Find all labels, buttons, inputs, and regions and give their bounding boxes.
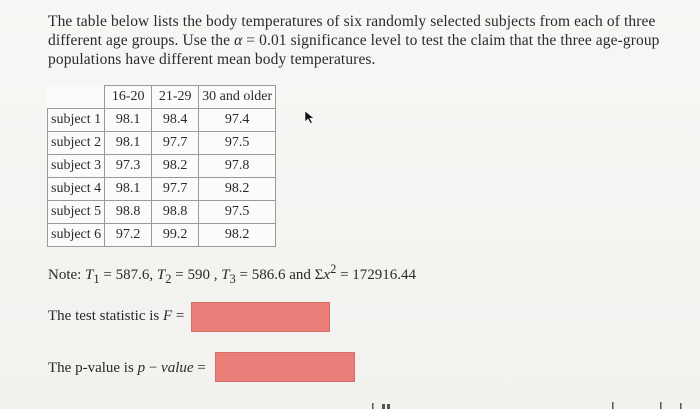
alpha-symbol: α bbox=[234, 32, 243, 49]
row-label: subject 5 bbox=[48, 201, 105, 224]
problem-text-start: The table below lists the body temperatures of six randomly selected subjects from each of three different age groups. Use the bbox=[48, 13, 656, 49]
f-equals: = bbox=[172, 308, 185, 324]
column-header-21-29: 21-29 bbox=[152, 86, 199, 109]
table-cell: 98.1 bbox=[105, 132, 152, 155]
t1-symbol: T bbox=[85, 267, 94, 283]
p-value-input[interactable] bbox=[215, 352, 355, 382]
column-header-16-20: 16-20 bbox=[105, 86, 152, 109]
table-cell: 98.2 bbox=[152, 155, 199, 178]
value-symbol: value bbox=[161, 360, 194, 376]
problem-statement bbox=[48, 12, 688, 69]
table-cell: 97.3 bbox=[105, 155, 152, 178]
sigma-symbol: Σ bbox=[314, 267, 324, 283]
row-label: subject 4 bbox=[48, 178, 105, 201]
p-value-prompt bbox=[48, 360, 206, 377]
column-header-30-and-older: 30 and older bbox=[199, 86, 276, 109]
table-cell: 97.4 bbox=[199, 109, 276, 132]
table-row bbox=[48, 201, 276, 224]
table-cell: 99.2 bbox=[152, 224, 199, 247]
t1-subscript: 1 bbox=[93, 272, 100, 286]
table-cell: 97.5 bbox=[199, 132, 276, 155]
table-cell: 97.8 bbox=[199, 155, 276, 178]
sum-squares-value: = 172916.44 bbox=[336, 267, 417, 283]
sums-note bbox=[48, 262, 416, 287]
table-cell: 97.2 bbox=[105, 224, 152, 247]
f-symbol: F bbox=[162, 308, 173, 324]
table-row bbox=[48, 178, 276, 201]
t3-subscript: 3 bbox=[229, 272, 236, 286]
test-statistic-input[interactable] bbox=[191, 302, 330, 332]
p-equals: = bbox=[193, 360, 206, 376]
table-cell: 98.2 bbox=[199, 178, 276, 201]
p-symbol: p bbox=[137, 360, 146, 376]
cut-off-text-fragment bbox=[360, 400, 690, 409]
p-value-label: The p-value is bbox=[48, 360, 138, 376]
p-dash: − bbox=[145, 360, 162, 376]
t3-value: = 586.6 and bbox=[235, 267, 315, 283]
t3-symbol: T bbox=[221, 267, 230, 283]
row-label: subject 2 bbox=[48, 132, 105, 155]
table-row bbox=[48, 155, 276, 178]
row-label: subject 3 bbox=[48, 155, 105, 178]
problem-text-end: = 0.01 significance level to test the claim that the three age-group populations have different mean body temperatures. bbox=[48, 32, 660, 68]
table-cell: 98.1 bbox=[105, 178, 152, 201]
table-cell: 97.5 bbox=[199, 201, 276, 224]
table-cell: 97.7 bbox=[152, 132, 199, 155]
t1-value: = 587.6, bbox=[99, 267, 157, 283]
test-statistic-label: The test statistic is bbox=[48, 308, 163, 324]
table-cell: 98.8 bbox=[105, 201, 152, 224]
table-cell: 98.1 bbox=[105, 109, 152, 132]
row-label: subject 1 bbox=[48, 109, 105, 132]
test-statistic-prompt bbox=[48, 308, 184, 325]
t2-subscript: 2 bbox=[165, 272, 172, 286]
temperature-table bbox=[47, 85, 276, 247]
table-cell: 98.4 bbox=[152, 109, 199, 132]
table-row bbox=[48, 109, 276, 132]
row-label: subject 6 bbox=[48, 224, 105, 247]
table-cell: 98.2 bbox=[199, 224, 276, 247]
table-header-row bbox=[48, 86, 276, 109]
table-row bbox=[48, 132, 276, 155]
t2-value: = 590 , bbox=[171, 267, 222, 283]
t2-symbol: T bbox=[156, 267, 166, 283]
mouse-cursor-icon bbox=[304, 110, 316, 124]
x-symbol: x bbox=[323, 267, 331, 283]
table-cell: 97.7 bbox=[152, 178, 199, 201]
x-power: 2 bbox=[330, 262, 337, 276]
table-corner-cell bbox=[48, 86, 105, 109]
table-row bbox=[48, 224, 276, 247]
table-cell: 98.8 bbox=[152, 201, 199, 224]
note-prefix: Note: bbox=[48, 267, 86, 283]
